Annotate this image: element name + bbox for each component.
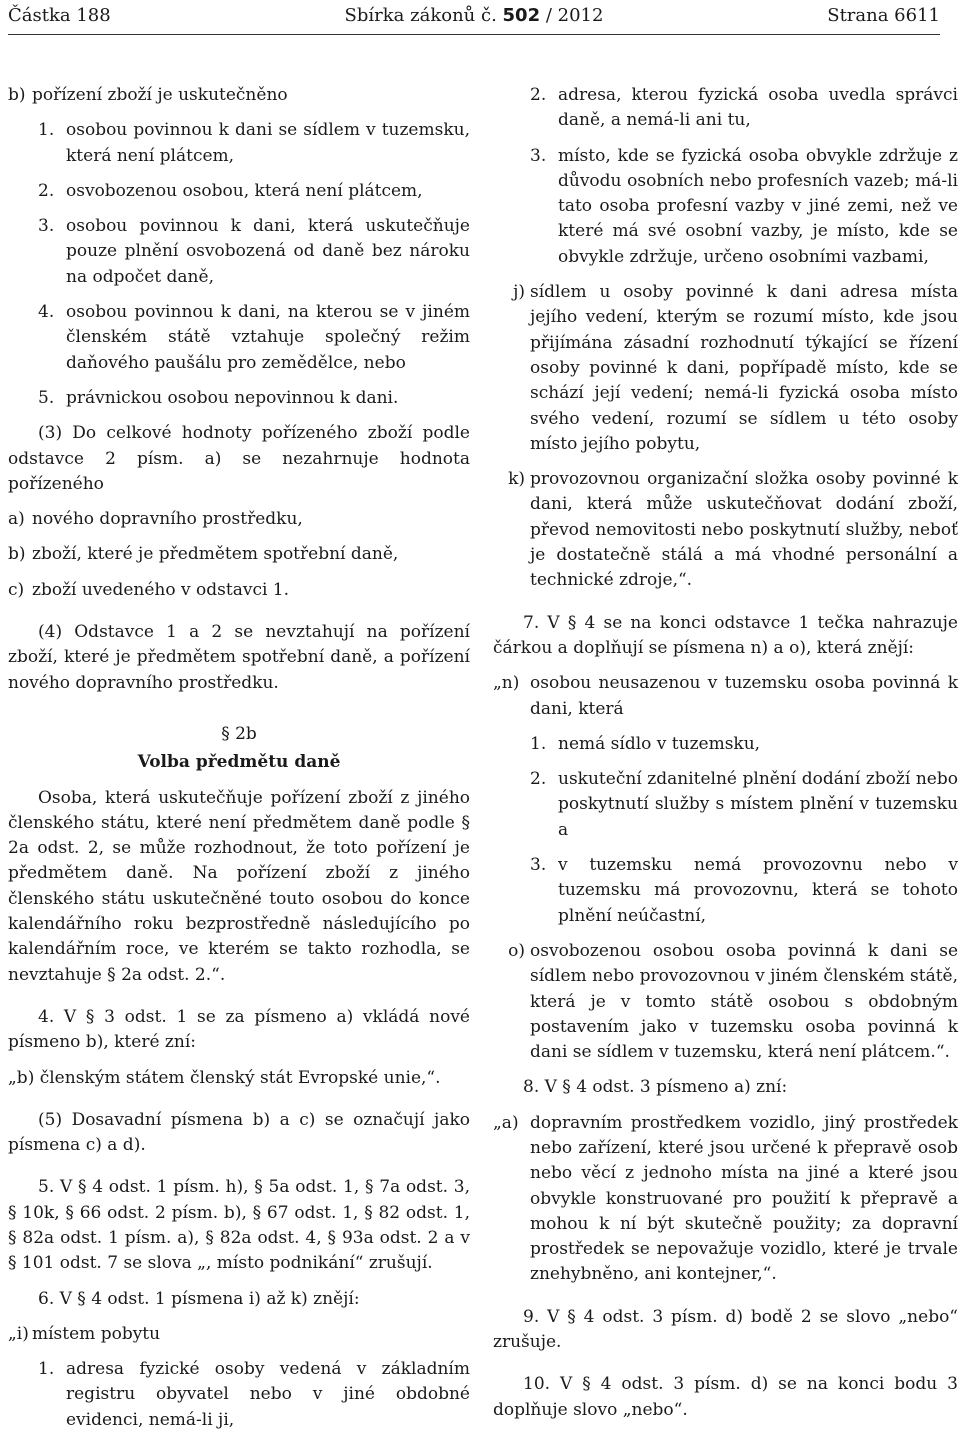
item-mark: 1. bbox=[530, 733, 547, 754]
item-text: zboží, které je předmětem spotřební daně, bbox=[32, 544, 399, 565]
point-9: 9. V § 4 odst. 3 písm. d) bodě 2 se slovo „nebo“ zrušuje. bbox=[493, 1306, 958, 1353]
list-item bbox=[493, 671, 958, 722]
header-collection-prefix: Sbírka zákonů č. bbox=[344, 5, 497, 26]
paragraph-3: (3) Do celkové hodnoty pořízeného zboží podle odstavce 2 písm. a) se nezahrnuje hodnota pořízeného bbox=[8, 423, 470, 494]
i-sublist-continued bbox=[493, 83, 958, 270]
header-page-number: Strana 6611 bbox=[827, 5, 940, 26]
section-title: Volba předmětu daně bbox=[137, 752, 341, 773]
item-text: zboží uvedeného v odstavci 1. bbox=[32, 579, 290, 600]
header-collection-number: 502 bbox=[502, 5, 541, 26]
point-10: 10. V § 4 odst. 3 písm. d) se na konci bodu 3 doplňuje slovo „nebo“. bbox=[493, 1374, 958, 1420]
item-text: dopravním prostředkem vozidlo, jiný prostředek nebo zařízení, které jsou určené k přepravě osob nebo věcí z jednoho místa na jiné a které jsou obvykle konstruované pro použití k přepravě a mohou k ní být skutečně použity; za dopravní prostředek se nepovažuje vozidlo, které je trvale znehybněno, ani kontejner,“. bbox=[530, 1112, 958, 1285]
item-text: místo, kde se fyzická osoba obvykle zdržuje z důvodu osobních nebo profesních vazeb; má-li tato osoba profesní vazby v jiné zemi, než ve které má své osobní vazby, je místo, kde se obvykle zdržuje, určeno osobními vazbami, bbox=[558, 145, 958, 267]
item-text: místem pobytu bbox=[32, 1323, 161, 1344]
list-item bbox=[493, 467, 958, 593]
item-mark: 1. bbox=[38, 120, 55, 141]
section-text: Osoba, která uskutečňuje pořízení zboží z jiného členského státu, které není předmětem daně podle § 2a odst. 2, se může rozhodnout, že toto pořízení je předmětem daně. Na pořízení zboží z jiného členského státu uskutečněné touto osobou do konce kalendářního roku bezprostředně následujícího po kalendářním roce, ve kterém se takto rozhodla, se nevztahuje § 2a odst. 2.“. bbox=[8, 787, 470, 985]
header-collection bbox=[8, 3, 940, 29]
list-item bbox=[493, 280, 958, 457]
point-6: 6. V § 4 odst. 1 písmena i) až k) znějí: bbox=[38, 1288, 360, 1309]
item-mark: „a) bbox=[493, 1112, 519, 1133]
item-text: osvobozenou osobou, která není plátcem, bbox=[66, 180, 423, 201]
list-item bbox=[38, 118, 470, 169]
left-column bbox=[8, 83, 470, 1433]
list-item bbox=[8, 578, 470, 603]
item-mark: 2. bbox=[530, 769, 547, 790]
item-mark: „i) bbox=[8, 1323, 29, 1344]
item-text: adresa, kterou fyzická osoba uvedla správci daně, a nemá-li ani tu, bbox=[558, 85, 958, 131]
item-mark: k) bbox=[508, 469, 525, 490]
item-mark: 1. bbox=[38, 1359, 55, 1380]
list-item bbox=[38, 179, 470, 204]
item-mark: „n) bbox=[493, 673, 520, 694]
item-mark: 2. bbox=[38, 180, 55, 201]
list-item bbox=[493, 1111, 958, 1288]
item-text: osobou neusazenou v tuzemsku osoba povinná k dani, která bbox=[530, 673, 958, 719]
item-mark: 3. bbox=[530, 145, 547, 166]
list-item bbox=[38, 300, 470, 376]
point-4: 4. V § 3 odst. 1 se za písmeno a) vkládá nové písmeno b), které zní: bbox=[8, 1006, 470, 1053]
item-text: nemá sídlo v tuzemsku, bbox=[558, 733, 761, 754]
list-item bbox=[493, 939, 958, 1065]
point-7: 7. V § 4 se na konci odstavce 1 tečka nahrazuje čárkou a doplňují se písmena n) a o), která znějí: bbox=[493, 612, 958, 658]
i-sublist bbox=[8, 1357, 470, 1433]
right-column bbox=[493, 83, 958, 1423]
item-text: právnickou osobou nepovinnou k dani. bbox=[66, 387, 399, 408]
item-mark: j) bbox=[513, 282, 525, 303]
point-8: 8. V § 4 odst. 3 písmeno a) zní: bbox=[523, 1077, 788, 1098]
list-item bbox=[530, 853, 958, 929]
list-item bbox=[8, 83, 470, 108]
item-text: osobou povinnou k dani se sídlem v tuzemsku, která není plátcem, bbox=[66, 120, 470, 166]
item-mark: 4. bbox=[38, 302, 55, 323]
list-item bbox=[38, 1357, 470, 1433]
paragraph-4: (4) Odstavce 1 a 2 se nevztahují na pořízení zboží, které je předmětem spotřební daně, a pořízení nového dopravního prostředku. bbox=[8, 622, 470, 693]
point-4-quote: „b) členským státem členský stát Evropské unie,“. bbox=[8, 1067, 441, 1088]
item-text: sídlem u osoby povinné k dani adresa místa jejího vedení, kterým se rozumí místo, kde jsou přijímána zásadní rozhodnutí týkající se řízení osoby povinné k dani, popřípadě místo, kde se schází její vedení; nemá-li fyzická osoba místo svého vedení, rozumí se sídlem u této osoby místo jejího pobytu, bbox=[530, 282, 958, 454]
item-mark: 3. bbox=[38, 216, 55, 237]
list-item bbox=[8, 1322, 470, 1347]
list-item bbox=[38, 214, 470, 290]
list-item bbox=[38, 386, 470, 411]
list-item bbox=[8, 542, 470, 567]
item-mark: b) bbox=[8, 85, 26, 105]
item-mark: 2. bbox=[530, 85, 547, 105]
item-text: osobou povinnou k dani, na kterou se v jiném členském státě vztahuje společný režim daňového paušálu pro zemědělce, nebo bbox=[66, 302, 470, 373]
item-mark: 5. bbox=[38, 387, 55, 408]
item-text: osvobozenou osobou osoba povinná k dani se sídlem nebo provozovnou v jiném členském státě, která je v tomto státě osobou s obdobným postavením jako v tuzemsku osoba povinná k dani se sídlem v tuzemsku, která není plátcem.“. bbox=[530, 940, 958, 1063]
item-mark: 3. bbox=[530, 855, 547, 876]
item-text: osobou povinnou k dani, která uskutečňuje pouze plnění osvobozená od daně bez nároku na odpočet daně, bbox=[66, 216, 470, 287]
item-text: provozovnou organizační složka osoby povinné k dani, která může uskutečňovat dodání zboží, převod nemovitosti nebo poskytnutí služby, neboť je dostatečně stálá a má vhodné personální a technické zdroje,“. bbox=[530, 469, 958, 591]
header-part: Částka 188 bbox=[8, 5, 111, 26]
list-item bbox=[530, 767, 958, 843]
page-header bbox=[8, 3, 940, 29]
header-rule bbox=[8, 34, 940, 35]
section-number: § 2b bbox=[221, 723, 257, 744]
list-item bbox=[530, 144, 958, 270]
item-mark: b) bbox=[8, 544, 26, 565]
item-mark: c) bbox=[8, 579, 25, 600]
b-sublist bbox=[8, 118, 470, 411]
list-item bbox=[530, 732, 958, 757]
item-mark: a) bbox=[8, 509, 25, 530]
list-item bbox=[8, 507, 470, 532]
point-5: 5. V § 4 odst. 1 písm. h), § 5a odst. 1, § 7a odst. 3, § 10k, § 66 odst. 2 písm. b), § 67 odst. 1, § 82 odst. 1, § 82a odst. 1 písm. a), § 82a odst. 4, § 93a odst. 2 a v § 101 odst. 7 se slova „, místo podnikání“ zrušují. bbox=[8, 1177, 470, 1274]
item-text: v tuzemsku nemá provozovnu nebo v tuzemsku má provozovnu, která se tohoto plnění neúčastní, bbox=[558, 855, 958, 926]
paragraph-5: (5) Dosavadní písmena b) a c) se označují jako písmena c) a d). bbox=[8, 1109, 470, 1156]
n-sublist bbox=[493, 732, 958, 929]
item-text: uskuteční zdanitelné plnění dodání zboží nebo poskytnutí služby s místem plnění v tuzemsku a bbox=[558, 769, 958, 840]
item-text: adresa fyzické osoby vedená v základním registru obyvatel nebo v jiné obdobné evidenci, nemá-li ji, bbox=[66, 1359, 470, 1430]
item-mark: o) bbox=[508, 940, 525, 961]
header-collection-year: / 2012 bbox=[545, 5, 604, 26]
item-text: pořízení zboží je uskutečněno bbox=[32, 85, 288, 105]
item-text: nového dopravního prostředku, bbox=[32, 509, 303, 530]
list-item bbox=[530, 83, 958, 134]
